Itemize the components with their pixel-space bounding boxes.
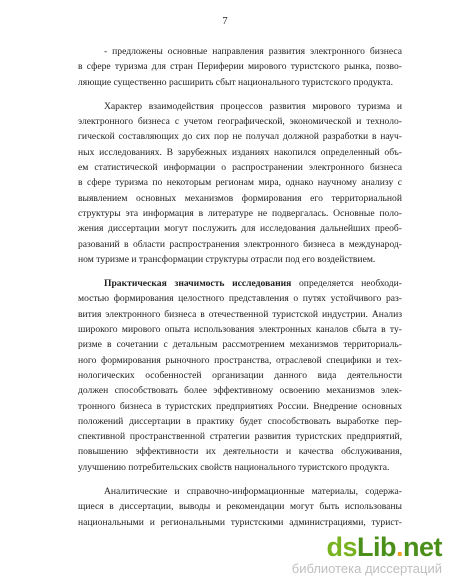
text-line: должен способствовать более эффективному освоению механизмов элек- bbox=[78, 385, 402, 397]
text-line: щиеся в диссертации, выводы и рекомендации могут быть использованы bbox=[78, 501, 402, 513]
text-line: Аналитические и справочно-информационные материалы, содержа- bbox=[104, 486, 402, 498]
text-line: в сфере туризма по некоторым регионам мира, однако научному анализу с bbox=[78, 177, 402, 189]
watermark-subtitle: библиотека диссертаций bbox=[291, 561, 442, 576]
text-line: ем статистической информации о распространении электронного бизнеса bbox=[78, 162, 402, 174]
text-line: национальными и региональными туристскими администрациями, турист- bbox=[78, 516, 402, 528]
text-line: структуры эта информация в литературе не подвергалась. Основные поло- bbox=[78, 207, 402, 219]
text-line: жения диссертации могут послужить для исследования дальнейших преоб- bbox=[78, 223, 402, 235]
text-line: мостью формирования целостного представления о путях устойчивого раз- bbox=[78, 293, 402, 305]
text-line: гической составляющих до сих пор не получал должной разработки в науч- bbox=[78, 131, 402, 143]
text-fragment: определяется необходи- bbox=[291, 278, 402, 290]
text-line: выявлением основных механизмов формирования его территориальной bbox=[78, 192, 402, 204]
text-line bbox=[78, 276, 402, 291]
text-line: в сфере туризма для стран Периферии мирового туристского рынка, позво- bbox=[78, 61, 402, 73]
text-line: широкого мирового опыта использования электронных каналов сбыта в ту- bbox=[78, 324, 402, 336]
text-line: ляющие существенно расширить сбыт национального туристского продукта. bbox=[78, 76, 394, 88]
dslib-watermark bbox=[292, 533, 442, 576]
section-heading-inline: Практическая значимость исследования bbox=[104, 278, 292, 290]
text-line: ных исследованиях. В зарубежных изданиях накопился определенный объ- bbox=[78, 146, 402, 158]
text-line: разований в области распространения электронного бизнеса в международ- bbox=[78, 238, 402, 250]
text-line: Характер взаимодействия процессов развития мирового туризма и bbox=[104, 100, 402, 112]
page-number: 7 bbox=[222, 16, 228, 27]
text-line: нологических особенностей организации данного вида деятельности bbox=[78, 369, 402, 381]
text-line: вития электронного бизнеса в отечественной туристской индустрии. Анализ bbox=[78, 308, 402, 320]
text-line: - предложены основные направления развития электронного бизнеса bbox=[104, 46, 402, 57]
text-line: повышению эффективности их деятельности и качества обслуживания, bbox=[78, 446, 402, 458]
text-line: ного формирования рыночного пространства, отраслевой специфики и тех- bbox=[78, 354, 402, 366]
text-line: улучшению потребительских свойств национального туристского продукта. bbox=[78, 461, 390, 473]
text-line: спективной пространственной стратегии развития туристских предприятий, bbox=[78, 431, 402, 443]
document-body bbox=[78, 44, 402, 530]
text-line: тронного бизнеса в туристских предприятиях России. Внедрение основных bbox=[78, 400, 402, 412]
text-line: положений диссертации в практику будет способствовать выработке пер- bbox=[78, 415, 402, 427]
dslib-logo: dsLib.net bbox=[326, 532, 442, 562]
text-line: ном туризме и трансформации структуры отрасли под его воздействием. bbox=[78, 253, 376, 265]
text-line: ризме в сочетании с детальным рассмотрением механизмов территориаль- bbox=[78, 339, 402, 351]
text-line: электронного бизнеса с учетом географической, экономической и техноло- bbox=[78, 116, 402, 128]
